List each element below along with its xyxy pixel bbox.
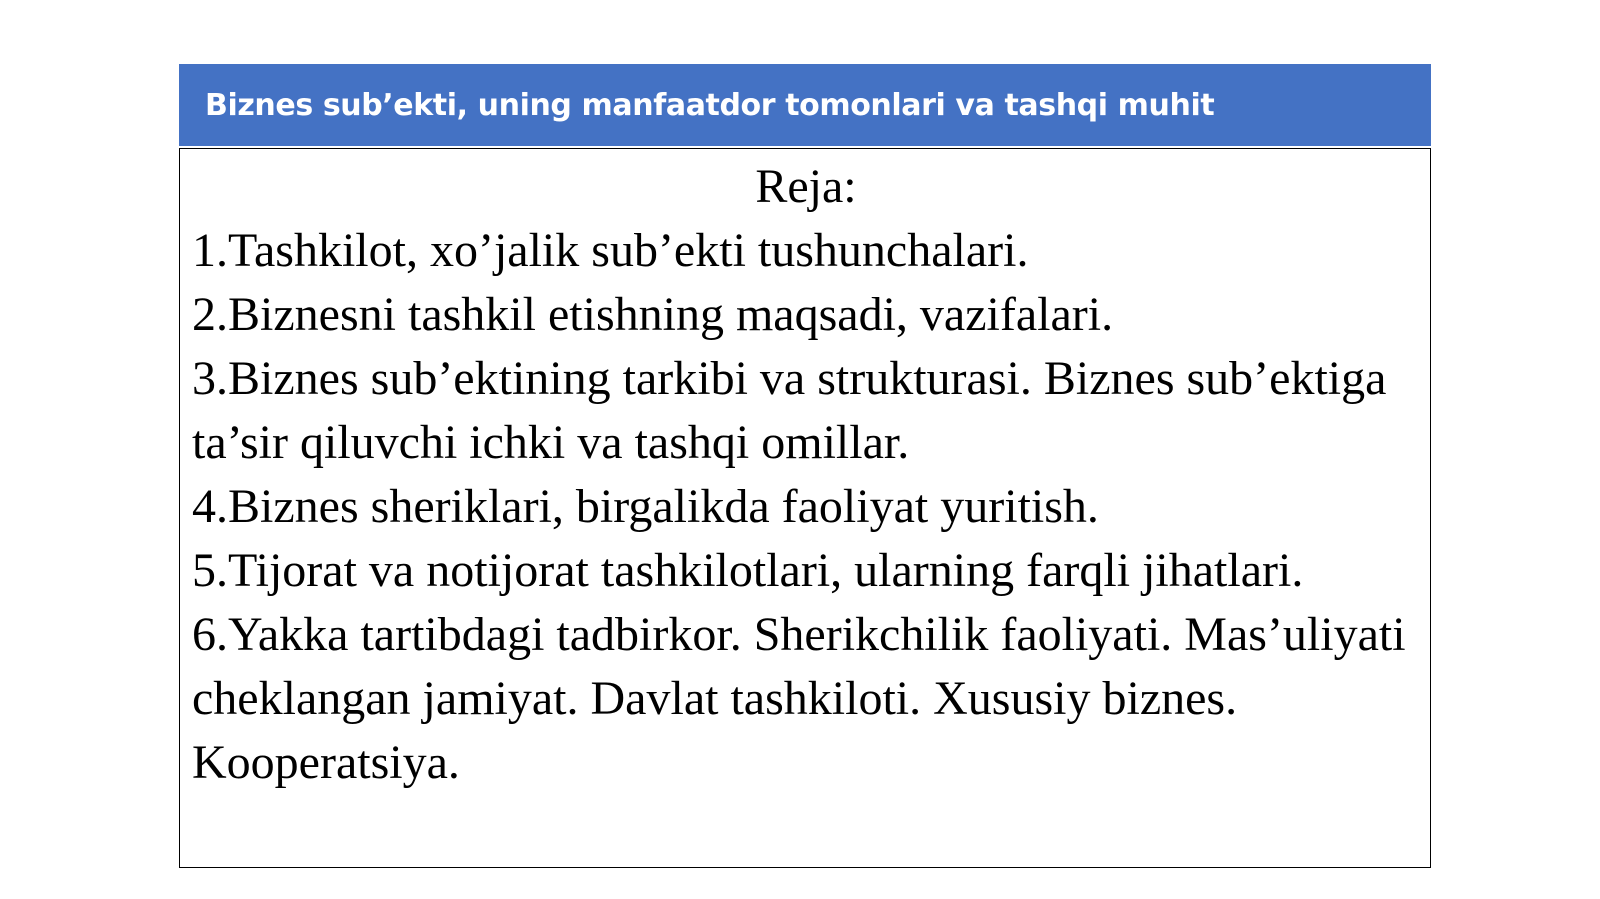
plan-item-5: 5.Tijorat va notijorat tashkilotlari, ularning farqli jihatlari. (192, 544, 1304, 597)
plan-item-4: 4.Biznes sheriklari, birgalikda faoliyat yuritish. (192, 480, 1099, 533)
content-box (179, 148, 1431, 868)
plan-item-2: 2.Biznesni tashkil etishning maqsadi, vazifalari. (192, 288, 1114, 341)
plan-item-3: 3.Biznes sub’ektining tarkibi va strukturasi. Biznes sub’ektiga ta’sir qiluvchi ichki va tashqi omillar. (192, 352, 1387, 469)
plan-item-6: 6.Yakka tartibdagi tadbirkor. Sherikchilik faoliyati. Mas’uliyati cheklangan jamiyat. Davlat tashkiloti. Xususiy biznes. Kooperatsiya. (192, 608, 1406, 789)
title-bar (179, 64, 1431, 146)
slide-title: Biznes sub’ekti, uning manfaatdor tomonlari va tashqi muhit (205, 87, 1215, 123)
plan-heading: Reja: (755, 160, 857, 213)
plan-list (192, 219, 1420, 795)
plan-item-1: 1.Tashkilot, xo’jalik sub’ekti tushunchalari. (192, 224, 1029, 277)
